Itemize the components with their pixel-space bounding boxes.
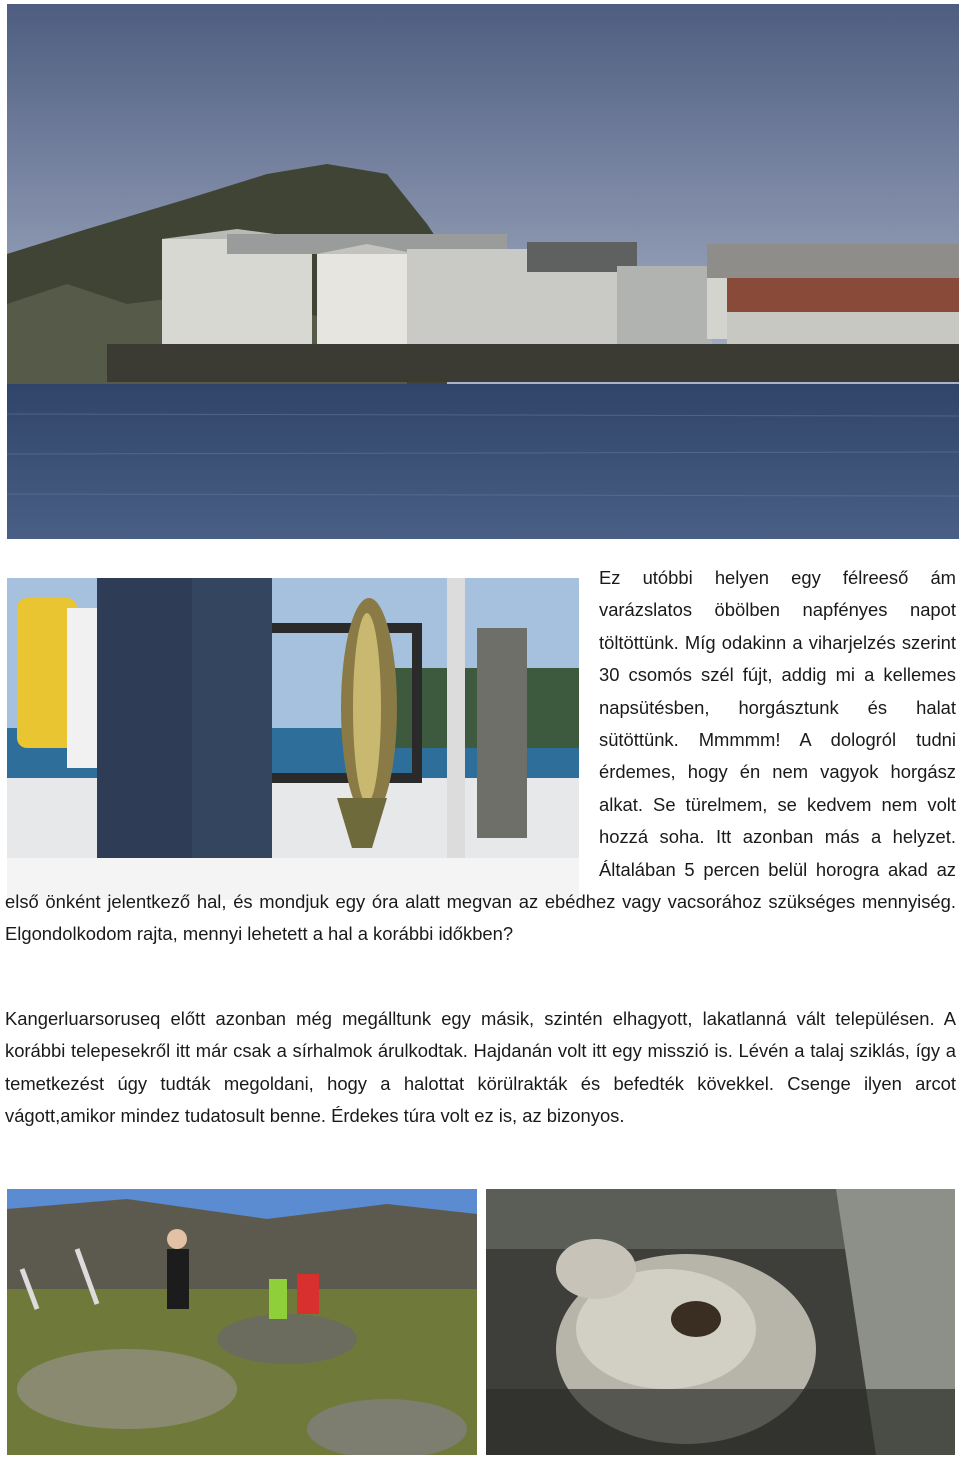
- harbor-photo: [7, 4, 959, 539]
- paragraph-2-text: Kangerluarsoruseq előtt azonban még megálltunk egy másik, szintén elhagyott, lakatlanná vált településen. A korábbi telepesekről itt már csak a sírhalmok árulkodtak. Hajdanán volt itt egy misszió is. Lévén a talaj sziklás, így a temetkezést úgy tudták megoldani, hogy a halottat körülrakták és befedték kövekkel. Csenge ilyen arcot vágott,amikor mindez tudatosult benne. Érdekes túra volt ez is, az bizonyos.: [5, 1008, 956, 1127]
- paragraph-1-text: Ez utóbbi helyen egy félreeső ám varázslatos öbölben napfényes napot töltöttünk. Míg odakinn a viharjelzés szerint 30 csomós szél fújt, addig mi a kellemes napsütésben, horgásztunk és halat sütöttünk. Mmmmm! A dologról tudni érdemes, hogy én nem vagyok horgász alkat. Se türelmem, se kedvem nem volt hozzá soha. Itt azonban más a helyzet. Általában 5 percen belül horogra akad az első önként jelentkező hal, és mondjuk egy óra alatt megvan az ebédhez vagy vacsorához szükséges mennyiség. Elgondolkodom rajta, mennyi lehetett a hal a korábbi időkben?: [5, 567, 956, 945]
- text-paragraph-2: [5, 1003, 956, 1133]
- graves-photo: [7, 1189, 477, 1455]
- skull-photo: [486, 1189, 955, 1455]
- photo-float-spacer: [5, 562, 599, 886]
- text-paragraph-1: [5, 562, 956, 951]
